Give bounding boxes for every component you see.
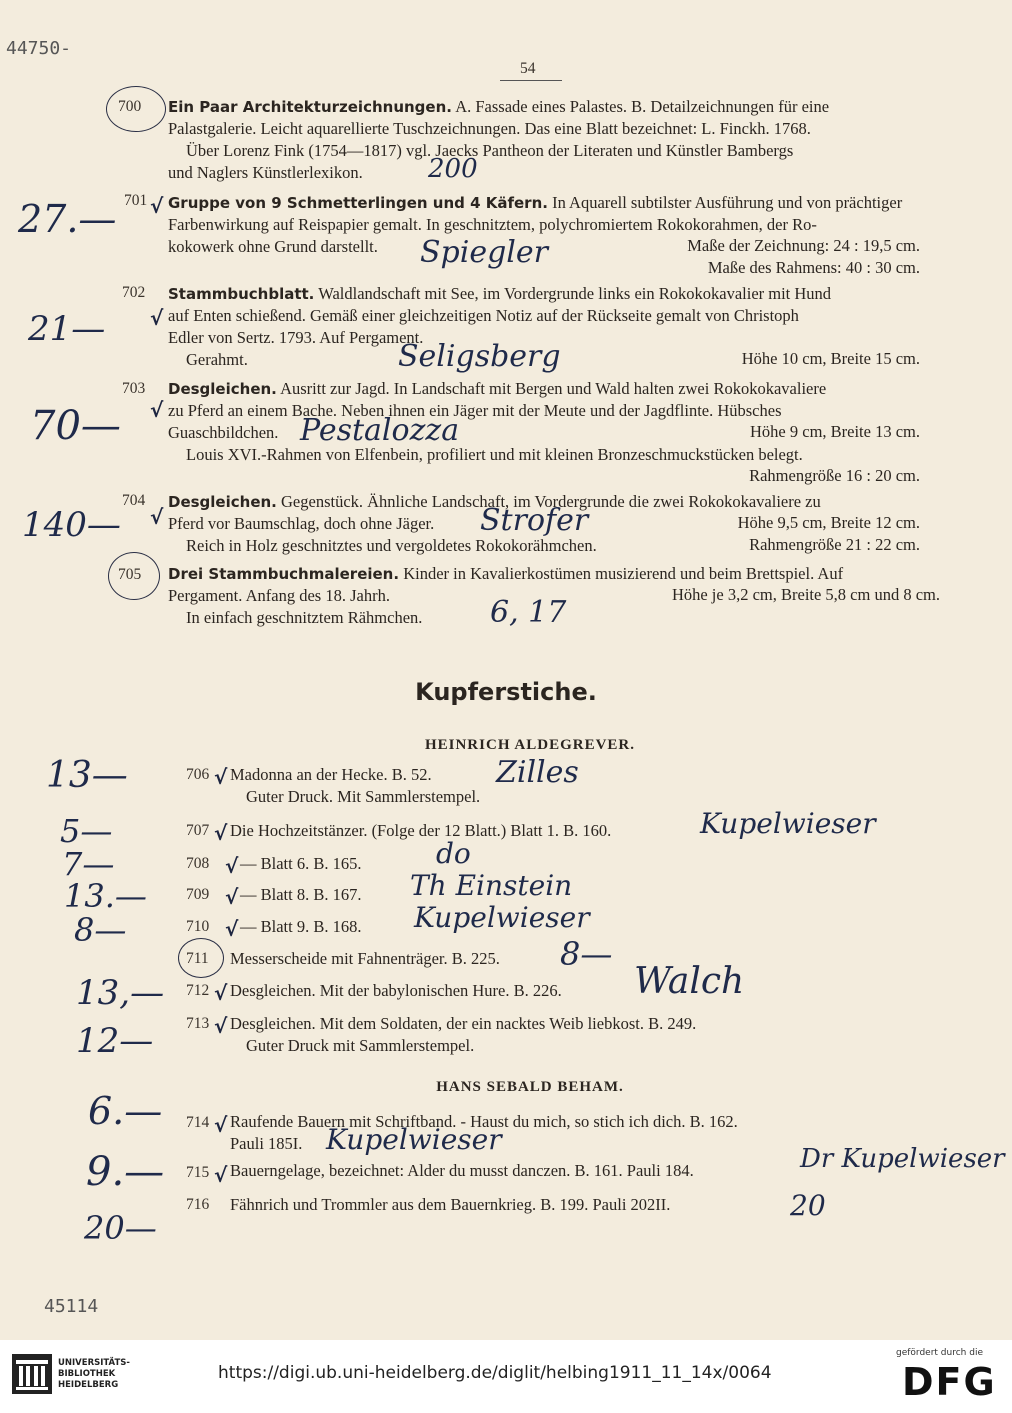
lot-number: 706 <box>186 766 210 783</box>
margin-price: 12— <box>76 1021 154 1061</box>
library-name: UNIVERSITÄTS- BIBLIOTHEK HEIDELBERG <box>58 1358 130 1390</box>
entry-line: kokowerk ohne Grund darstellt. <box>168 237 378 256</box>
lot-number: 701 <box>124 192 148 209</box>
entry-line: Reich in Holz geschnitztes und vergoldetes Rokokorähmchen. <box>186 536 597 555</box>
lot-number: 703 <box>122 380 146 397</box>
lot-number: 707 <box>186 822 210 839</box>
print-subtext: Guter Druck. Mit Sammlerstempel. <box>246 787 481 806</box>
entry-704: Desgleichen. Gegenstück. Ähnliche Landschaft, im Vordergrunde die zwei Rokokokavaliere zu <box>168 492 821 511</box>
print-text: — Blatt 8. B. 167. <box>240 885 362 904</box>
handwritten-buyer: Kupelwieser <box>326 1123 502 1156</box>
handwritten-buyer: Pestalozza <box>300 413 460 448</box>
margin-price: 27.— <box>18 197 117 241</box>
source-url-link[interactable]: https://digi.ub.uni-heidelberg.de/diglit/helbing1911_11_14x/0064 <box>218 1363 772 1383</box>
page-number-rule <box>500 80 562 81</box>
handwritten-price: 6, 17 <box>490 595 567 630</box>
handwritten-price: 20 <box>790 1189 826 1222</box>
margin-price: 6.— <box>88 1089 163 1133</box>
handwritten-buyer: Strofer <box>480 503 589 538</box>
lot-number: 711 <box>186 950 209 967</box>
check-mark: √ <box>225 854 239 878</box>
print-subtext: Pauli 185I. <box>230 1134 303 1153</box>
handwritten-buyer: Kupelwieser <box>700 807 876 840</box>
check-mark: √ <box>214 1014 228 1038</box>
dimensions: Maße des Rahmens: 40 : 30 cm. <box>707 258 920 277</box>
entry-title: Desgleichen. <box>168 380 277 398</box>
check-mark: √ <box>214 765 228 789</box>
pencil-inventory-bottom: 45114 <box>44 1296 99 1317</box>
margin-price: 13.— <box>64 877 147 915</box>
entry-line: und Naglers Künstlerlexikon. <box>168 163 363 182</box>
entry-line: Farbenwirkung auf Reispapier gemalt. In geschnitztem, polychromiertem Rokokorahmen, der Ro- <box>168 215 817 234</box>
lot-number: 705 <box>118 566 142 583</box>
handwritten-buyer: Zilles <box>496 755 579 790</box>
print-text: — Blatt 9. B. 168. <box>240 917 362 936</box>
print-text: Raufende Bauern mit Schriftband. - Haust du mich, so stich ich dich. B. 162. <box>230 1112 738 1131</box>
check-mark: √ <box>150 194 164 218</box>
margin-price: 13— <box>46 755 128 796</box>
lot-number: 710 <box>186 918 210 935</box>
margin-price: 9.— <box>86 1149 165 1195</box>
margin-price: 20— <box>84 1209 157 1247</box>
dimensions: Höhe 10 cm, Breite 15 cm. <box>741 349 920 368</box>
dimensions: Maße der Zeichnung: 24 : 19,5 cm. <box>687 236 920 255</box>
entry-701: Gruppe von 9 Schmetterlingen und 4 Käfern. In Aquarell subtilster Ausführung und von prächtiger <box>168 193 903 212</box>
print-text: Desgleichen. Mit der babylonischen Hure. B. 226. <box>230 981 562 1000</box>
artist-heading: HEINRICH ALDEGREVER. <box>424 737 636 753</box>
lot-number: 709 <box>186 886 210 903</box>
page-number: 54 <box>520 60 536 77</box>
margin-price: 21— <box>28 309 106 349</box>
print-text: Messerscheide mit Fahnenträger. B. 225. <box>230 949 500 968</box>
lot-number: 715 <box>186 1164 210 1181</box>
margin-price: 13,— <box>76 973 165 1013</box>
print-text: Fähnrich und Trommler aus dem Bauernkrieg. B. 199. Pauli 202II. <box>230 1195 671 1214</box>
dimensions: Rahmengröße 16 : 20 cm. <box>749 466 920 485</box>
check-mark: √ <box>150 505 164 529</box>
check-mark: √ <box>214 821 228 845</box>
lot-number: 708 <box>186 855 210 872</box>
library-logo <box>12 1354 52 1394</box>
lot-number: 716 <box>186 1196 210 1213</box>
print-text: Desgleichen. Mit dem Soldaten, der ein nacktes Weib liebkost. B. 249. <box>230 1014 697 1033</box>
entry-title: Ein Paar Architekturzeichnungen. <box>168 98 452 116</box>
funding-text: gefördert durch die <box>896 1348 983 1358</box>
margin-price: 70— <box>30 403 121 449</box>
entry-line: Palastgalerie. Leicht aquarellierte Tuschzeichnungen. Das eine Blatt bezeichnet: L. Finckh. 1768. <box>168 119 811 138</box>
margin-price: 7— <box>62 845 115 883</box>
entry-line: auf Enten schießend. Gemäß einer gleichzeitigen Notiz auf der Rückseite gemalt von Christoph <box>168 306 799 325</box>
pencil-inventory-top: 44750- <box>6 38 72 59</box>
lot-number: 714 <box>186 1114 210 1131</box>
section-title: Kupferstiche. <box>415 678 597 706</box>
dimensions: Rahmengröße 21 : 22 cm. <box>749 535 920 554</box>
entry-title: Stammbuchblatt. <box>168 285 315 303</box>
check-mark: √ <box>214 1163 228 1187</box>
entry-line: zu Pferd an einem Bache. Neben ihnen ein Jäger mit der Meute und der Jagdflinte. Hübsches <box>168 401 782 420</box>
print-text: — Blatt 6. B. 165. <box>240 854 362 873</box>
lot-number: 704 <box>122 492 146 509</box>
handwritten-buyer: Seligsberg <box>398 339 561 374</box>
entry-line: In einfach geschnitztem Rähmchen. <box>186 608 423 627</box>
footer-bar <box>0 1340 1012 1413</box>
dimensions: Höhe je 3,2 cm, Breite 5,8 cm und 8 cm. <box>671 585 940 604</box>
entry-705: Drei Stammbuchmalereien. Kinder in Kavalierkostümen musizierend und beim Brettspiel. Auf <box>168 564 844 583</box>
entry-line: Über Lorenz Fink (1754—1817) vgl. Jaecks Pantheon der Literaten und Künstler Bambergs <box>186 141 794 160</box>
entry-line: Pergament. Anfang des 18. Jahrh. <box>168 586 390 605</box>
lot-number: 700 <box>118 98 142 115</box>
artist-heading: HANS SEBALD BEHAM. <box>436 1079 624 1095</box>
entry-line: Gerahmt. <box>186 350 248 369</box>
entry-line: Edler von Sertz. 1793. Auf Pergament. <box>168 328 424 347</box>
print-subtext: Guter Druck mit Sammlerstempel. <box>246 1036 475 1055</box>
handwritten-buyer: Spiegler <box>420 235 548 270</box>
entry-title: Drei Stammbuchmalereien. <box>168 565 400 583</box>
entry-title: Desgleichen. <box>168 493 277 511</box>
check-mark: √ <box>225 917 239 941</box>
library-logo-icon <box>12 1354 52 1394</box>
margin-price: 140— <box>22 505 121 545</box>
lot-number: 702 <box>122 284 146 301</box>
entry-title: Gruppe von 9 Schmetterlingen und 4 Käfern. <box>168 194 548 212</box>
handwritten-buyer: Walch <box>634 961 745 1002</box>
check-mark: √ <box>225 885 239 909</box>
dimensions: Höhe 9,5 cm, Breite 12 cm. <box>737 513 920 532</box>
entry-700: Ein Paar Architekturzeichnungen. A. Fassade eines Palastes. B. Detailzeichnungen für eine <box>168 97 830 116</box>
check-mark: √ <box>150 306 164 330</box>
handwritten-price: 200 <box>428 154 478 184</box>
margin-price: 8— <box>74 911 127 949</box>
print-text: Bauerngelage, bezeichnet: Alder du musst danczen. B. 161. Pauli 184. <box>230 1161 694 1180</box>
print-text: Die Hochzeitstänzer. (Folge der 12 Blatt.) Blatt 1. B. 160. <box>230 821 612 840</box>
handwritten-buyer: Th Einstein <box>410 869 573 902</box>
handwritten-buyer: do <box>436 837 471 870</box>
handwritten-price: 8— <box>560 935 613 973</box>
dfg-logo: DFG <box>902 1360 997 1404</box>
margin-price: 5— <box>60 812 113 850</box>
entry-line: Pferd vor Baumschlag, doch ohne Jäger. <box>168 514 435 533</box>
entry-line: Guaschbildchen. <box>168 423 279 442</box>
check-mark: √ <box>150 398 164 422</box>
entry-line: Louis XVI.-Rahmen von Elfenbein, profiliert und mit kleinen Bronzeschmuckstücken belegt. <box>186 445 803 464</box>
check-mark: √ <box>214 1113 228 1137</box>
lot-number: 713 <box>186 1015 210 1032</box>
handwritten-buyer: Kupelwieser <box>414 901 590 934</box>
entry-703: Desgleichen. Ausritt zur Jagd. In Landschaft mit Bergen und Wald halten zwei Rokokokavaliere <box>168 379 827 398</box>
lot-number: 712 <box>186 982 210 999</box>
dimensions: Höhe 9 cm, Breite 13 cm. <box>750 422 920 441</box>
entry-702: Stammbuchblatt. Waldlandschaft mit See, im Vordergrunde links ein Rokokokavalier mit Hund <box>168 284 832 303</box>
handwritten-buyer: Dr Kupelwieser <box>800 1144 1005 1174</box>
check-mark: √ <box>214 981 228 1005</box>
print-text: Madonna an der Hecke. B. 52. <box>230 765 432 784</box>
